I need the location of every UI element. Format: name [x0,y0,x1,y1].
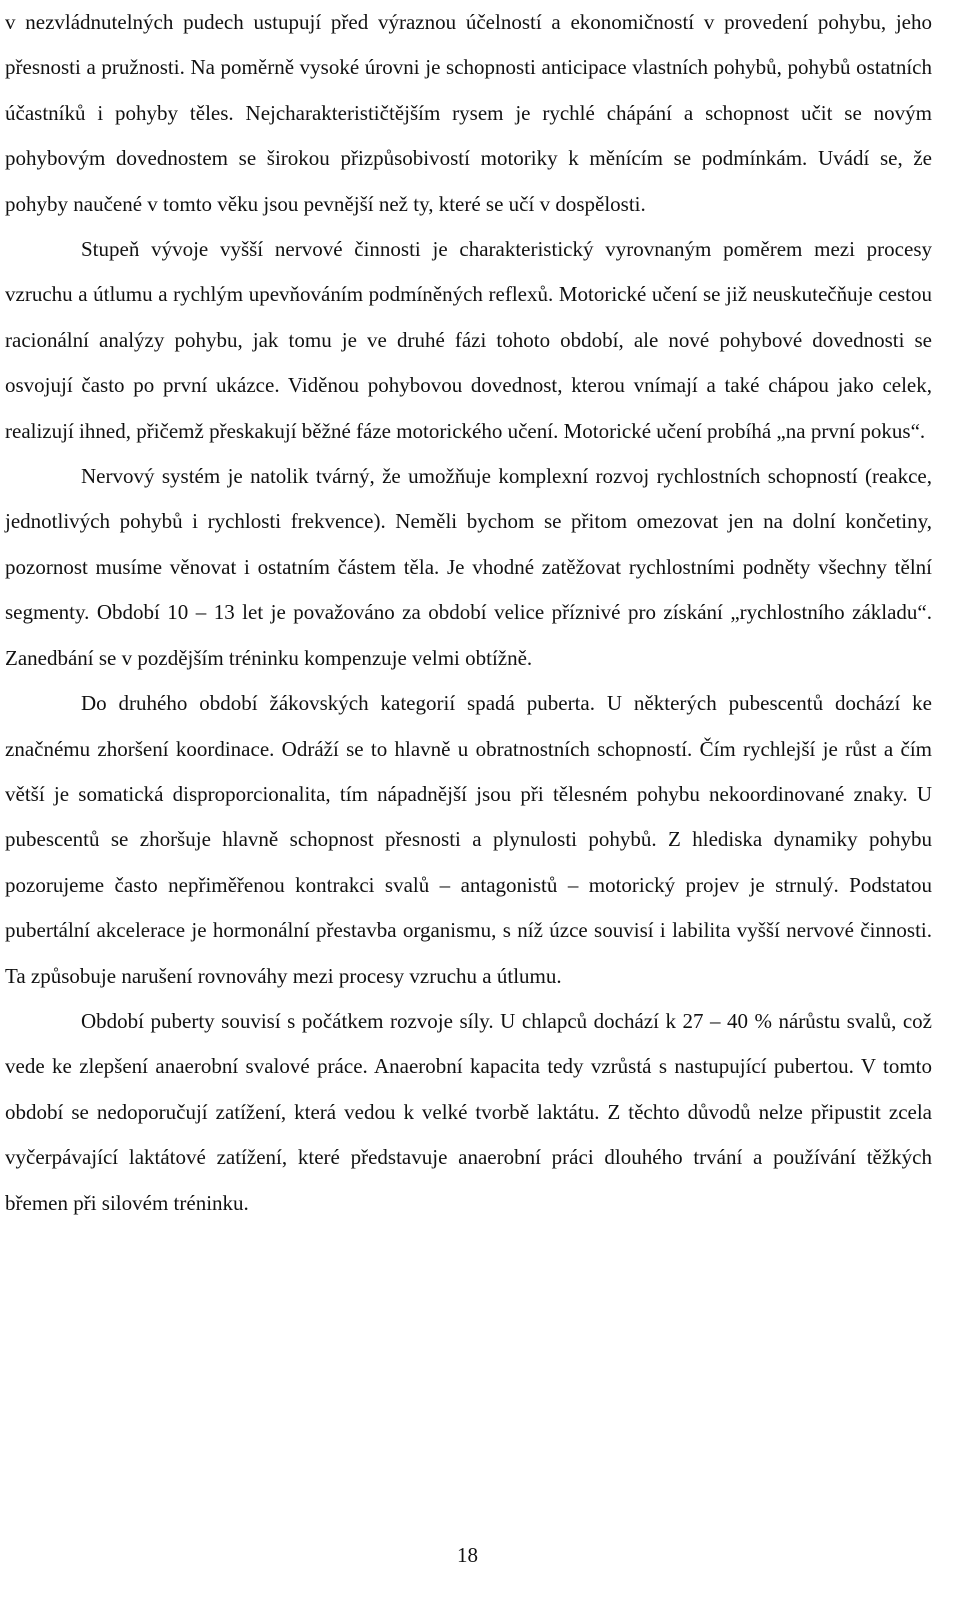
page-number: 18 [457,1543,478,1567]
paragraph-5: Období puberty souvisí s počátkem rozvoje síly. U chlapců dochází k 27 – 40 % nárůstu svalů, což vede ke zlepšení anaerobní svalové práce. Anaerobní kapacita tedy vzrůstá s nastupující pubertou. V tomto období se nedoporučují zatížení, která vedou k velké tvorbě laktátu. Z těchto důvodů nelze připustit zcela vyčerpávající laktátové zatížení, které představuje anaerobní práci dlouhého trvání a používání těžkých břemen při silovém tréninku. [5,1008,932,1215]
paragraph-2: Stupeň vývoje vyšší nervové činnosti je charakteristický vyrovnaným poměrem mezi procesy vzruchu a útlumu a rychlým upevňováním podmíněných reflexů. Motorické učení se již neuskutečňuje cestou racionální analýzy pohybu, jak tomu je ve druhé fázi tohoto období, ale nové pohybové dovednosti se osvojují často po první ukázce. Viděnou pohybovou dovednost, kterou vnímají a také chápou jako celek, realizují ihned, přičemž přeskakují běžné fáze motorického učení. Motorické učení probíhá „na první pokus“. [5,237,932,443]
body-text [5,0,932,1226]
paragraph-4: Do druhého období žákovských kategorií spadá puberta. U některých pubescentů dochází ke značnému zhoršení koordinace. Odráží se to hlavně u obratnostních schopností. Čím rychlejší je růst a čím větší je somatická disproporcionalita, tím nápadnější jsou při tělesném pohybu nekoordinované znaky. U pubescentů se zhoršuje hlavně schopnost přesnosti a plynulosti pohybů. Z hlediska dynamiky pohybu pozorujeme často nepřiměřenou kontrakci svalů – antagonistů – motorický projev je strnulý. Podstatou pubertální akcelerace je hormonální přestavba organismu, s níž úzce souvisí i labilita vyšší nervové činnosti. Ta způsobuje narušení rovnováhy mezi procesy vzruchu a útlumu. [5,691,932,988]
paragraph-3: Nervový systém je natolik tvárný, že umožňuje komplexní rozvoj rychlostních schopností (reakce, jednotlivých pohybů i rychlosti frekvence). Neměli bychom se přitom omezovat jen na dolní končetiny, pozornost musíme věnovat i ostatním částem těla. Je vhodné zatěžovat rychlostními podněty všechny tělní segmenty. Období 10 – 13 let je považováno za období velice příznivé pro získání „rychlostního základu“. Zanedbání se v pozdějším tréninku kompenzuje velmi obtížně. [5,464,932,670]
paragraph-1: v nezvládnutelných pudech ustupují před výraznou účelností a ekonomičností v provedení pohybu, jeho přesnosti a pružnosti. Na poměrně vysoké úrovni je schopnosti anticipace vlastních pohybů, pohybů ostatních účastníků i pohyby těles. Nejcharakterističtějším rysem je rychlé chápání a schopnost učit se novým pohybovým dovednostem se širokou přizpůsobivostí motoriky k měnícím se podmínkám. Uvádí se, že pohyby naučené v tomto věku jsou pevnější než ty, které se učí v dospělosti. [5,10,932,216]
